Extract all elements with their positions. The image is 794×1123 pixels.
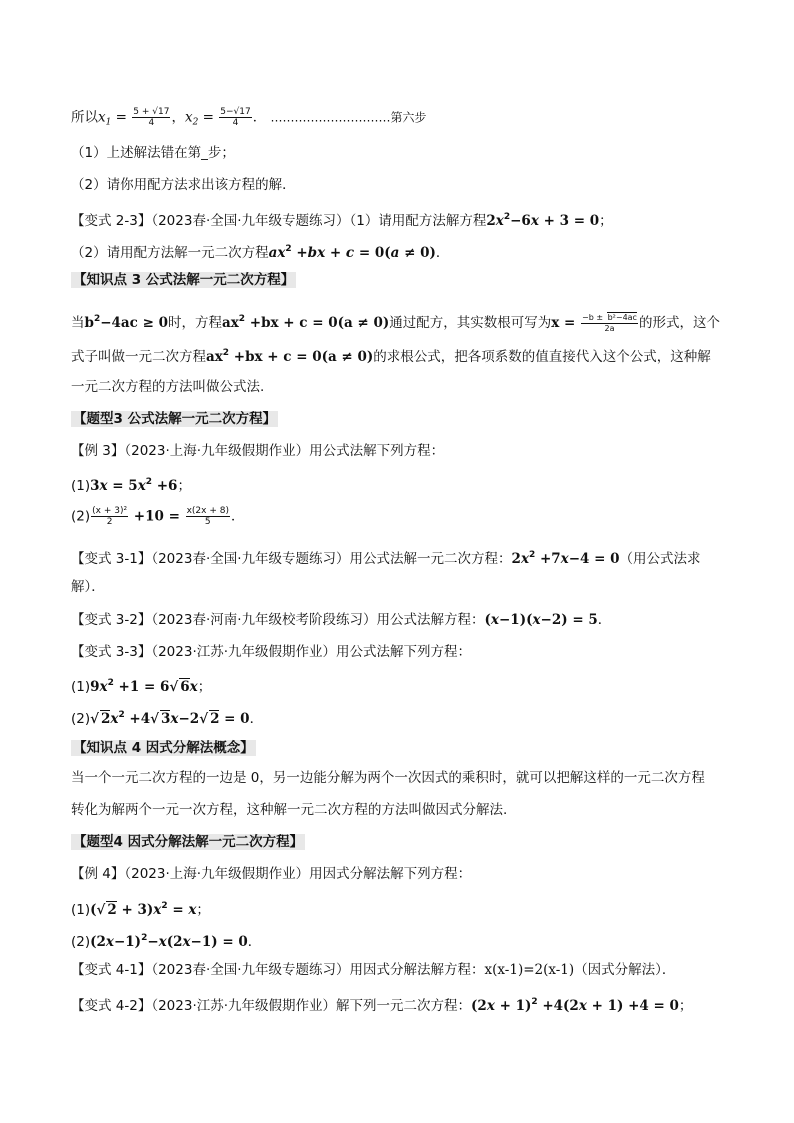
- text: 所以: [71, 109, 98, 126]
- example-3: 【例 3】（2023·上海·九年级假期作业）用公式法解下列方程：: [71, 443, 445, 459]
- example-4-part1: (1)(√ $2 + 3)x^2 = x$；: [71, 901, 210, 918]
- variant-4-1: 【变式 4-1】（2023春·全国·九年级专题练习）用因式分解法解方程：x(x-1)=2(x-1)（因式分解法）．: [71, 962, 676, 978]
- variant-3-3: 【变式 3-3】（2023·江苏·九年级假期作业）用公式法解下列方程：: [71, 644, 472, 660]
- question-1: （1）上述解法错在第_步；: [71, 145, 235, 161]
- text: （2）请用配方法解一元二次方程: [71, 245, 269, 261]
- type-4-heading: 【题型4 因式分解法解一元二次方程】: [73, 834, 304, 850]
- variant-3-3-part2: (2)√ $2x^2 +4√$ 3x−2√ 2 = 0．: [71, 710, 264, 727]
- example-4-part2: $(2)(2x-1)^2-x(2x-1) = 0$．: [71, 933, 262, 950]
- variant-3-3-part1: $(1)9x^2 +1 = 6√$ 6x；: [71, 678, 212, 695]
- step-label: …………………………第六步: [270, 110, 427, 125]
- type-3-heading: 【题型3 公式法解一元二次方程】: [73, 411, 277, 427]
- knowledge-point-4-heading: 【知识点 4 因式分解法概念】: [73, 740, 254, 756]
- knowledge-point-3-heading: 【知识点 3 公式法解一元二次方程】: [73, 272, 295, 288]
- knowledge-point-3-line3: 一元二次方程的方法叫做公式法.: [71, 379, 265, 395]
- example-4: 【例 4】（2023·上海·九年级假期作业）用因式分解法解下列方程：: [71, 866, 472, 882]
- example-3-part2: (2) $\frac{\text{(x + 3)²}}{2}$ +10 = $\frac{x(2x + 8)}{5}$ ．: [71, 506, 245, 527]
- text: 【变式 2-3】（2023春·全国·九年级专题练习）（1）请用配方法解方程: [71, 213, 487, 229]
- solution-step-six: 所以$x_1$ = $\frac{5 + √17}{4}$ ，$x_2$ = $\frac{5-√17}{4}$ ． …………………………第六步: [71, 107, 427, 128]
- question-2: （2）请你用配方法求出该方程的解．: [71, 177, 296, 193]
- example-3-part1: $(1)3x = 5x^2 +6$；: [71, 477, 191, 494]
- variant-2-3: 【变式 2-3】（2023春·全国·九年级专题练习）（1）请用配方法解方程$2x^2-6x + 3 = 0$；: [71, 212, 613, 229]
- knowledge-point-3-line1: 当$b^2-4ac \ge 0$时，方程$ax^2 +bx + c = 0(a \ne 0)$通过配方，其实数根可写为x = $\frac{\text{−b ± b²−4ac}}{2a}$ 的形式，这个: [71, 312, 720, 333]
- knowledge-point-3-line2: 式子叫做一元二次方程$ax^2 +bx + c = 0(a \ne 0)$的求根公式，把各项系数的值直接代入这个公式，这种解: [71, 348, 711, 365]
- knowledge-point-4-line1: 当一个一元二次方程的一边是 0，另一边能分解为两个一次因式的乘积时，就可以把解这样的一元二次方程: [71, 770, 705, 786]
- variant-4-2: 【变式 4-2】（2023·江苏·九年级假期作业）解下列一元二次方程：$(2x + 1)^2 +4(2x + 1) +4 = 0$；: [71, 997, 693, 1014]
- variant-3-1: 【变式 3-1】（2023春·全国·九年级专题练习）用公式法解一元二次方程：$2x^2 +7x-4 = 0$（用公式法求: [71, 550, 701, 567]
- variant-3-1-cont: 解）．: [71, 579, 105, 595]
- knowledge-point-4-line2: 转化为解两个一元一次方程，这种解一元二次方程的方法叫做因式分解法.: [71, 802, 508, 818]
- variant-2-3-part2: （2）请用配方法解一元二次方程$ax^2 +bx + c = 0(a \ne 0)$．: [71, 244, 450, 261]
- variant-3-2: 【变式 3-2】（2023春·河南·九年级校考阶段练习）用公式法解方程：(x−1)(x−2) = 5．: [71, 612, 612, 628]
